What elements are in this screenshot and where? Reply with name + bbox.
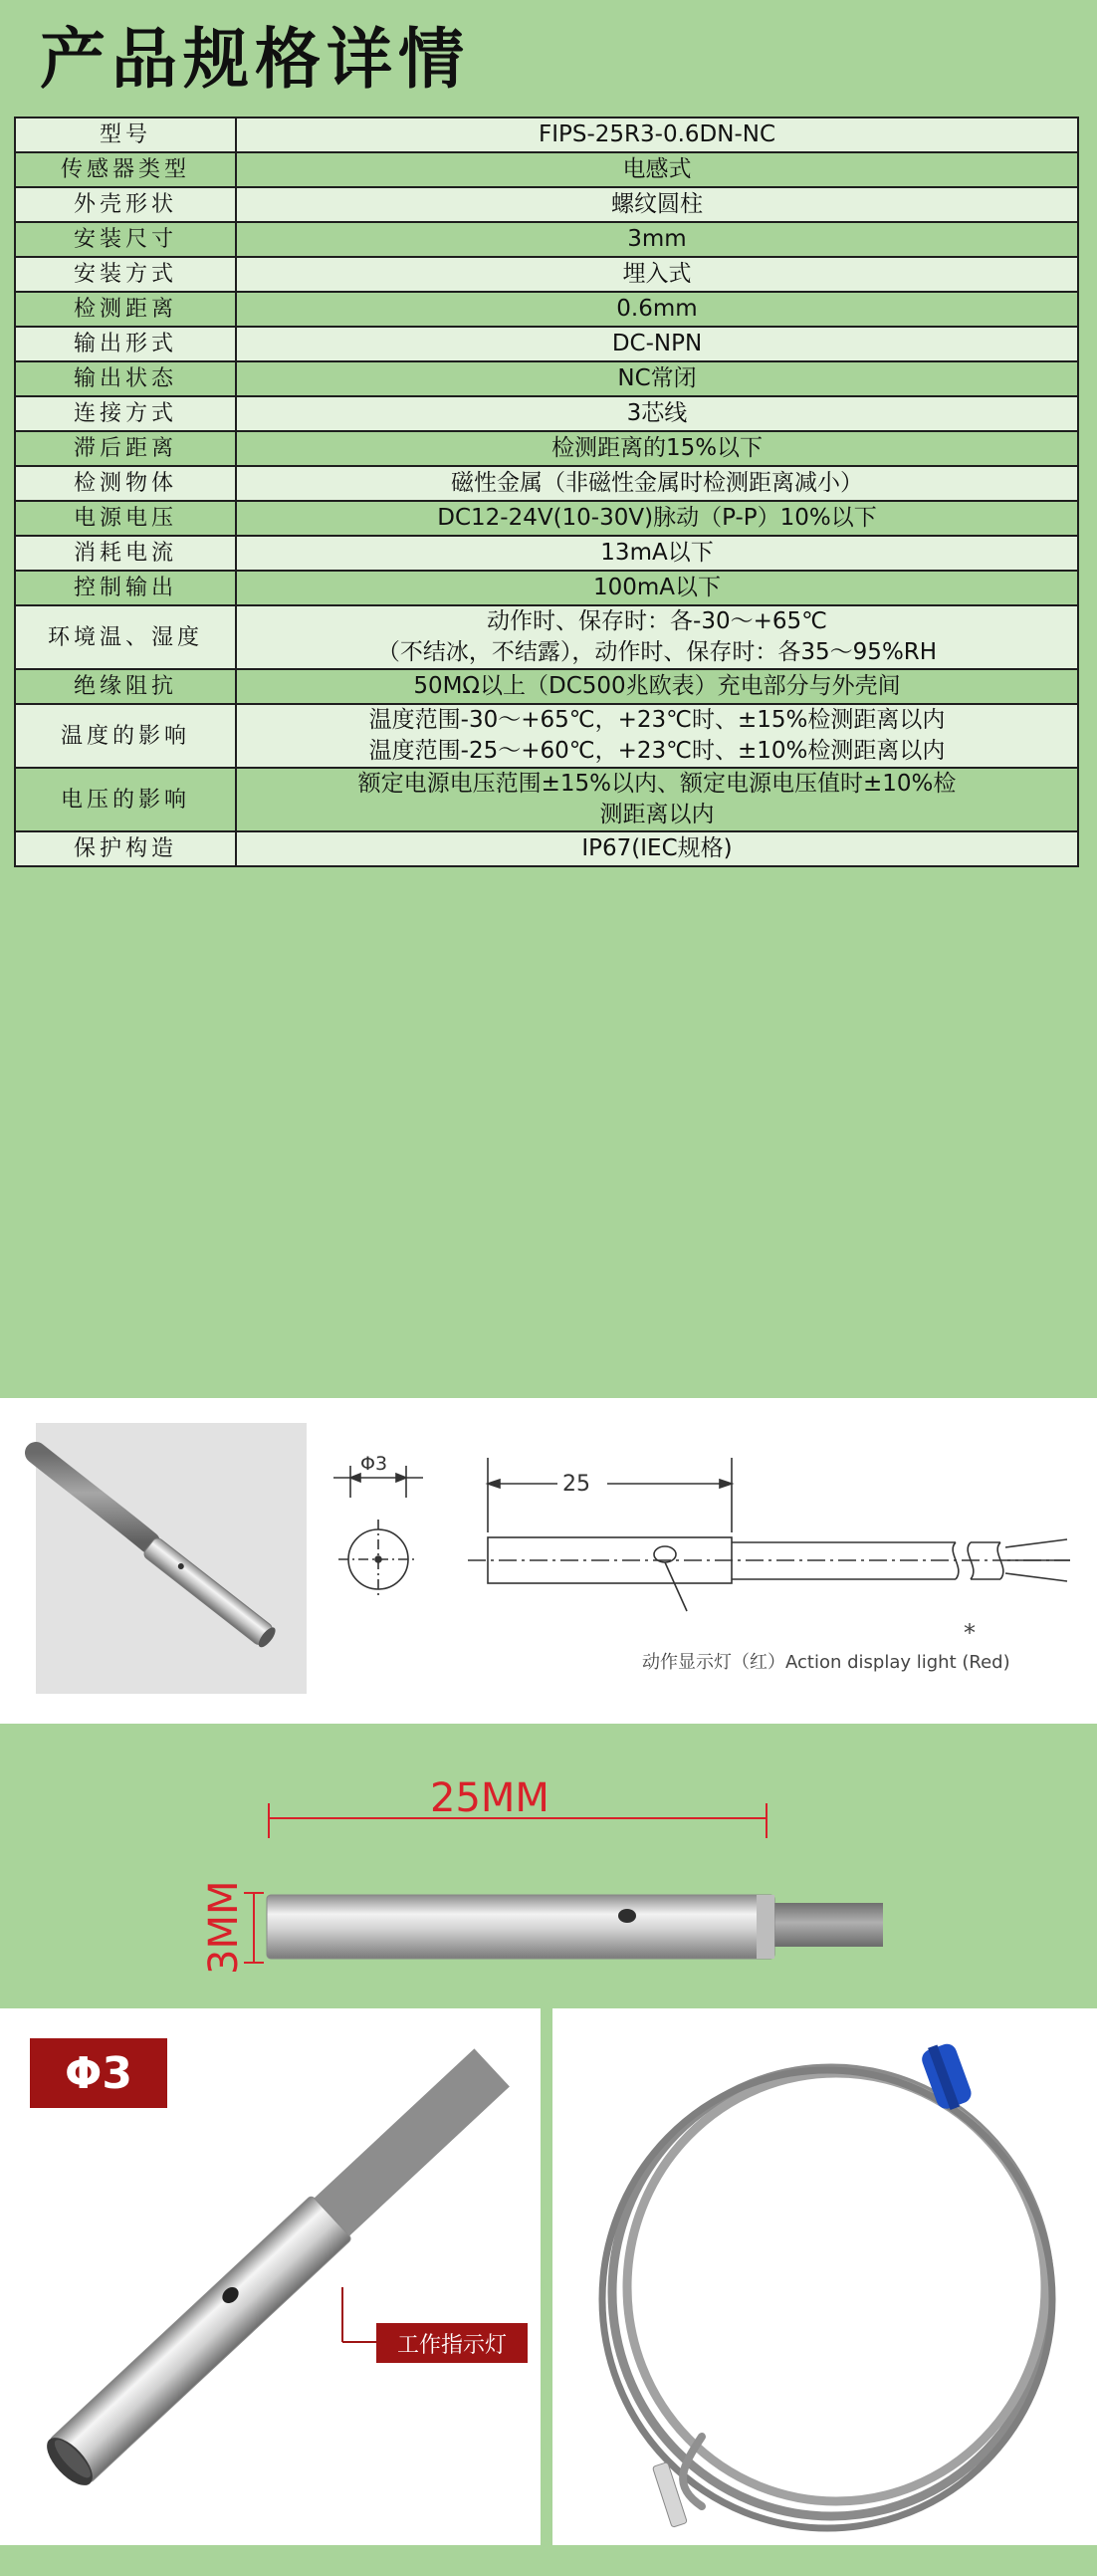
spec-value-line: 检测距离的15%以下 (550, 435, 764, 461)
spec-value (236, 222, 1078, 257)
spec-row (15, 117, 1078, 152)
side-view-diagram (468, 1458, 1070, 1611)
coiled-cable-photo (552, 2008, 1097, 2545)
length-label: 25 (562, 1472, 590, 1497)
spec-value (236, 768, 1078, 831)
page-title: 产品规格详情 (40, 21, 470, 98)
spec-value-line: DC-NPN (611, 331, 703, 356)
spec-row (15, 187, 1078, 222)
spec-value-line: IP67(IEC规格) (581, 835, 733, 861)
spec-row (15, 431, 1078, 466)
spec-value-line: 3mm (627, 226, 687, 252)
spec-value (236, 605, 1078, 669)
spec-row (15, 292, 1078, 327)
spec-label: 保护构造 (15, 831, 236, 866)
diameter-3mm-label: 3MM (201, 1880, 247, 1975)
spec-row (15, 327, 1078, 361)
spec-value (236, 431, 1078, 466)
spec-label: 温度的影响 (15, 704, 236, 768)
spec-label: 环境温、湿度 (15, 605, 236, 669)
spec-label: 安装方式 (15, 257, 236, 292)
spec-value (236, 396, 1078, 431)
spec-value-line: 3芯线 (626, 400, 688, 426)
blue-cable-tie (919, 2039, 975, 2113)
spec-row (15, 768, 1078, 831)
spec-row (15, 669, 1078, 704)
spec-label: 输出状态 (15, 361, 236, 396)
spec-label: 输出形式 (15, 327, 236, 361)
asterisk-mark: * (964, 1619, 976, 1647)
spec-value-line: FIPS-25R3-0.6DN-NC (538, 121, 776, 147)
spec-value-line: 测距离以内 (599, 802, 715, 827)
spec-value (236, 704, 1078, 768)
spec-value (236, 669, 1078, 704)
spec-value (236, 536, 1078, 571)
spec-value (236, 361, 1078, 396)
front-view-diagram (333, 1466, 423, 1599)
action-light-label: 动作显示灯（红）Action display light (Red) (642, 1652, 1010, 1673)
spec-value (236, 152, 1078, 187)
spec-row (15, 396, 1078, 431)
sensor-thumbnail-photo (36, 1423, 307, 1694)
spec-row (15, 361, 1078, 396)
spec-value (236, 257, 1078, 292)
length-25mm-label: 25MM (430, 1775, 549, 1821)
spec-value-line: 温度范围-30～+65℃，+23℃时、±15%检测距离以内 (368, 707, 946, 733)
spec-value (236, 117, 1078, 152)
drawing-section (0, 1398, 1097, 1724)
spec-label: 检测距离 (15, 292, 236, 327)
spec-label: 消耗电流 (15, 536, 236, 571)
spec-table (14, 117, 1079, 867)
spec-label: 电压的影响 (15, 768, 236, 831)
spec-label: 连接方式 (15, 396, 236, 431)
spec-value (236, 571, 1078, 605)
spec-value (236, 292, 1078, 327)
spec-row (15, 257, 1078, 292)
spec-value-line: 13mA以下 (600, 540, 714, 566)
spec-value-line: 0.6mm (616, 296, 698, 322)
spec-row (15, 536, 1078, 571)
dimension-photo (0, 1724, 1097, 2008)
spec-value-line: 动作时、保存时：各-30～+65℃ (487, 608, 827, 634)
spec-value-line: 额定电源电压范围±15%以内、额定电源电压值时±10%检 (357, 771, 957, 797)
spec-row (15, 605, 1078, 669)
spec-label: 型号 (15, 117, 236, 152)
spec-value-line: 螺纹圆柱 (611, 191, 703, 217)
spec-label: 绝缘阻抗 (15, 669, 236, 704)
spec-value (236, 466, 1078, 501)
spec-value-line: 埋入式 (622, 261, 692, 287)
diameter-label: Φ3 (360, 1453, 388, 1475)
spec-label: 滞后距离 (15, 431, 236, 466)
dimension-section (0, 1724, 1097, 2008)
spec-value (236, 187, 1078, 222)
spec-row (15, 571, 1078, 605)
spec-row (15, 222, 1078, 257)
closeup-panel (0, 2008, 541, 2545)
indicator-label: 工作指示灯 (396, 2333, 508, 2358)
spec-row (15, 831, 1078, 866)
spec-value-line: NC常闭 (617, 365, 697, 391)
spec-value-line: 电感式 (622, 156, 692, 182)
spec-label: 检测物体 (15, 466, 236, 501)
spec-value-line: 温度范围-25～+60℃，+23℃时、±10%检测距离以内 (368, 738, 946, 764)
spec-row (15, 466, 1078, 501)
spec-row (15, 704, 1078, 768)
spec-value-line: DC12-24V(10-30V)脉动（P-P）10%以下 (437, 505, 877, 531)
spec-value (236, 327, 1078, 361)
spec-label: 控制输出 (15, 571, 236, 605)
spec-value-line: 磁性金属（非磁性金属时检测距离减小） (451, 470, 863, 496)
spec-label: 外壳形状 (15, 187, 236, 222)
cable-panel (552, 2008, 1097, 2545)
spec-value-line: 100mA以下 (592, 575, 722, 600)
spec-value (236, 501, 1078, 536)
spec-label: 安装尺寸 (15, 222, 236, 257)
spec-row (15, 501, 1078, 536)
spec-label: 电源电压 (15, 501, 236, 536)
spec-row (15, 152, 1078, 187)
sensor-drawing (0, 1398, 1097, 1724)
spec-value (236, 831, 1078, 866)
spec-value-line: （不结冰，不结露），动作时、保存时：各35～95%RH (376, 639, 938, 665)
closeup-photo (0, 2008, 541, 2545)
phi3-badge-text: Φ3 (64, 2048, 133, 2099)
spec-label: 传感器类型 (15, 152, 236, 187)
spec-value-line: 50MΩ以上（DC500兆欧表）充电部分与外壳间 (413, 673, 901, 699)
bottom-strip (0, 2545, 1097, 2576)
